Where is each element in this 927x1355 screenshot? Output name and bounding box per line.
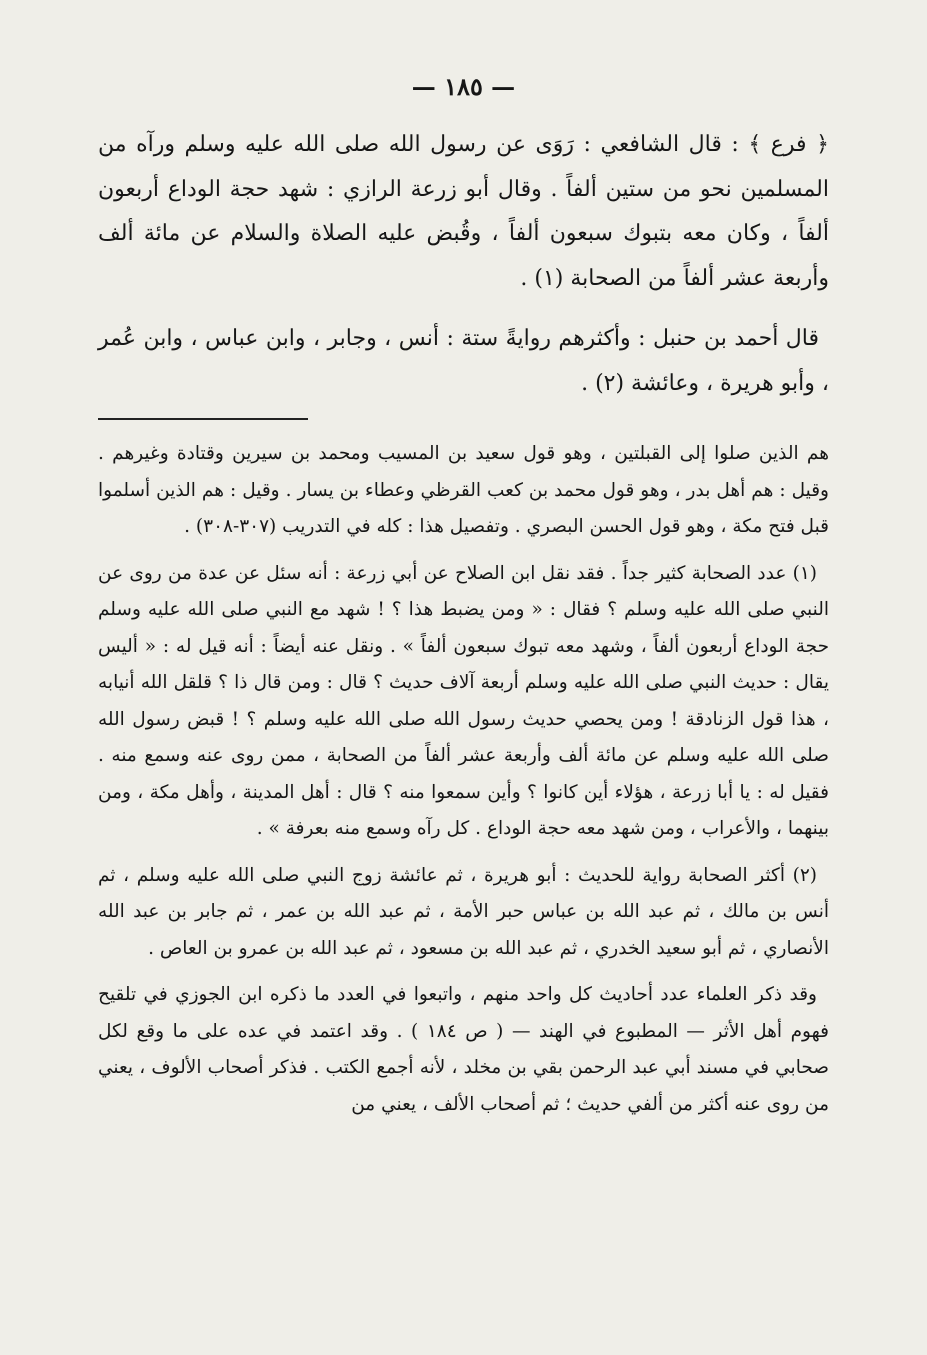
- footnote-continuation: هم الذين صلوا إلى القبلتين ، وهو قول سعيد بن المسيب ومحمد بن سيرين وقتادة وغيرهم . وقيل : هم أهل بدر ، وهو قول محمد بن كعب القرظي وعطاء بن يسار . وقيل : هم الذين أسلموا قبل فتح مكة ، وهو قول الحسن البصري . وتفصيل هذا : كله في التدريب (٣٠٧-٣٠٨) .: [98, 443, 829, 537]
- main-paragraph: ﴿ فرع ﴾ : قال الشافعي : رَوَى عن رسول الله صلى الله عليه وسلم ورآه من المسلمين نحو من ستين ألفاً . وقال أبو زرعة الرازي : شهد حجة الوداع أربعون ألفاً ، وكان معه بتبوك سبعون ألفاً ، وقُبض عليه الصلاة والسلام عن مائة ألف وأربعة عشر ألفاً من الصحابة (١) .: [98, 132, 829, 291]
- footnote-2: (٢) أكثر الصحابة رواية للحديث : أبو هريرة ، ثم عائشة زوج النبي صلى الله عليه وسلم ، ثم أنس بن مالك ، ثم عبد الله بن عباس حبر الأمة ، ثم عبد الله بن عمر ، ثم جابر بن عبد الله الأنصاري ، ثم أبو سعيد الخدري ، ثم عبد الله بن مسعود ، ثم عبد الله بن عمرو بن العاص .: [98, 864, 829, 959]
- footnotes: [98, 436, 829, 1123]
- footnote-divider: [98, 418, 308, 420]
- main-paragraph: قال أحمد بن حنبل : وأكثرهم روايةً ستة : أنس ، وجابر ، وابن عباس ، وابن عُمر ، وأبو هريرة ، وعائشة (٢) .: [98, 326, 829, 396]
- footnote-1: (١) عدد الصحابة كثير جداً . فقد نقل ابن الصلاح عن أبي زرعة : أنه سئل عن عدة من روى عن النبي صلى الله عليه وسلم ؟ فقال : « ومن يضبط هذا ؟ ! شهد مع النبي صلى الله عليه وسلم حجة الوداع أربعون ألفاً ، وشهد معه تبوك سبعون ألفاً » . ونقل عنه أيضاً : أنه قيل له : « أليس يقال : حديث النبي صلى الله عليه وسلم أربعة آلاف حديث ؟ قال : ومن قال ذا ؟ قلقل الله أنيابه ، هذا قول الزنادقة ! ومن يحصي حديث رسول الله صلى الله عليه وسلم ؟ ! قبض رسول الله صلى الله عليه وسلم عن مائة ألف وأربعة عشر ألفاً من الصحابة ، ممن روى عنه وسمع منه . فقيل له : يا أبا زرعة ، هؤلاء أين كانوا ؟ وأين سمعوا منه ؟ قال : أهل المدينة ، وأهل مكة ، ومن بينهما ، والأعراب ، ومن شهد معه حجة الوداع . كل رآه وسمع منه بعرفة » .: [98, 562, 829, 839]
- page-number: — ١٨٥ —: [411, 72, 516, 101]
- footnote-2-continuation: وقد ذكر العلماء عدد أحاديث كل واحد منهم ، واتبعوا في العدد ما ذكره ابن الجوزي في تلقيح فهوم أهل الأثر — المطبوع في الهند — ( ص ١٨٤ ) . وقد اعتمد في عده على ما وقع لكل صحابي في مسند أبي عبد الرحمن بقي بن مخلد ، لأنه أجمع الكتب . فذكر أصحاب الألوف ، يعني من روى عنه أكثر من ألفي حديث ؛ ثم أصحاب الألف ، يعني من: [98, 984, 829, 1115]
- main-text: [98, 123, 829, 406]
